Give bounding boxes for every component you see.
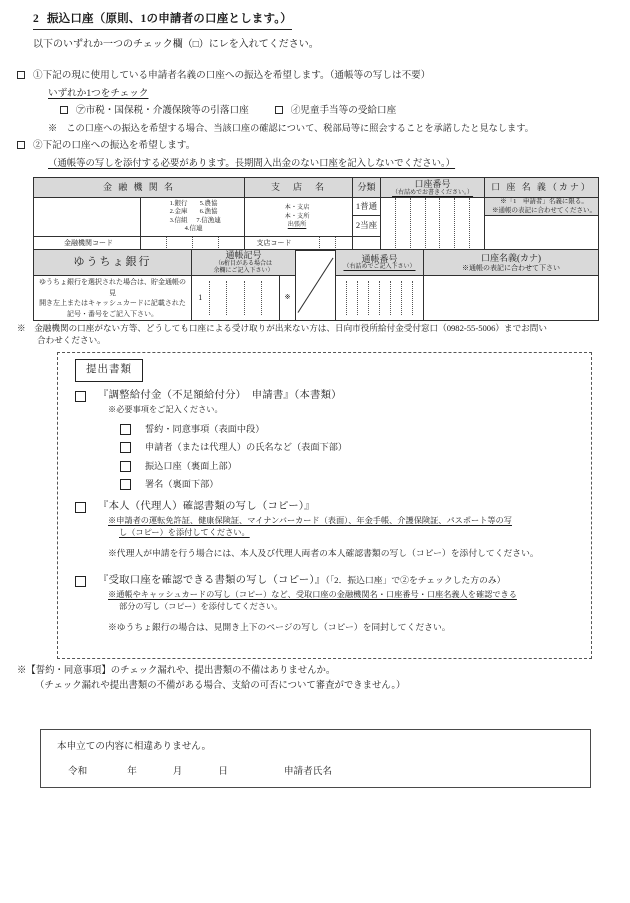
branch-kind-2: 本・支所	[284, 212, 310, 220]
declaration-date-row	[68, 766, 332, 779]
bank-account-name-input[interactable]	[485, 216, 599, 250]
bank-institution-name-input[interactable]	[34, 197, 141, 236]
document-3-sub-line-1-text: ※通帳やキャッシュカードの写し（コピー）など、受取口座の金融機関名・口座番号・口座名義人を確認できる	[108, 590, 517, 600]
section-intro: 以下のいずれか一つのチェック欄（□）にレを入れてください。	[33, 39, 319, 50]
yucho-passbook-symbol-header	[192, 250, 296, 276]
option2-row[interactable]	[17, 140, 195, 153]
document-1-title: 『調整給付金（不足額給付分） 申請書』（本書類）	[98, 390, 342, 401]
option1-row[interactable]	[17, 70, 430, 83]
document-1-subcheck-4-label: 署名（裏面下部）	[145, 479, 219, 490]
declaration-year-label[interactable]: 年	[127, 766, 137, 777]
bank-contact-note-line-2: 合わせください。	[37, 335, 106, 346]
passbook-symbol-text: 通帳記号	[225, 250, 262, 261]
option2-note: （通帳等の写しを添付する必要があります。長期間入出金のない口座を記入しないでください。）	[48, 159, 456, 169]
declaration-era: 令和	[68, 766, 88, 777]
passbook-symbol-note: （6桁目がある場合は 余欄にご記入下さい）	[213, 260, 274, 274]
bank-type-touza[interactable]: 2当座	[353, 216, 381, 236]
yucho-passbook-symbol-input[interactable]	[192, 276, 280, 321]
option1-choice-b-checkbox[interactable]	[275, 106, 283, 114]
bank-account-table	[33, 177, 599, 251]
section-number: 2	[33, 13, 39, 25]
declaration-statement: 本申立ての内容に相違ありません。	[57, 741, 212, 752]
bank-branch-cell[interactable]	[245, 197, 353, 236]
document-2-title: 『本人（代理人）確認書類の写し（コピー）』	[98, 501, 315, 512]
bank-account-name-notes	[485, 197, 599, 216]
yucho-instruction-line-2: 開き左上またはキャッシュカードに記載された	[39, 299, 186, 307]
bank-institution-code-label: 金融機関コード	[34, 236, 141, 250]
bank-type-futsuu[interactable]: 1普通	[353, 197, 381, 216]
bank-account-number-input[interactable]	[381, 197, 485, 250]
document-1-subcheck-row-1[interactable]	[120, 423, 347, 435]
document-1-subcheck-3-label: 振込口座（裏面上部）	[145, 460, 237, 471]
bottom-warning-line-2: （チェック漏れや提出書類の不備がある場合、支給の可否について審査ができません。）	[35, 680, 406, 691]
document-1-subcheck-2-label: 申請者（または代理人）の氏名など（表面下部）	[145, 442, 348, 453]
bottom-warning	[17, 664, 405, 693]
kind-1: 1.銀行	[169, 199, 188, 207]
bank-table-header-institution: 金 融 機 関 名	[34, 178, 245, 198]
passbook-number-text: 通帳番号	[361, 253, 398, 264]
option1-choices	[60, 105, 396, 118]
document-3-checkbox[interactable]	[75, 576, 86, 587]
document-1-checkbox[interactable]	[75, 391, 86, 402]
yucho-account-name-header	[424, 250, 599, 276]
option1-checkbox[interactable]	[17, 71, 25, 79]
kind-5: 5.農協	[199, 199, 218, 207]
document-3-title: 『受取口座を確認できる書類の写し（コピー）』	[98, 575, 326, 586]
yucho-symbol-prefilled-digit: 1	[192, 281, 210, 315]
yucho-bank-table	[33, 249, 599, 321]
yucho-bank-name: ゆうちょ銀行	[34, 250, 192, 276]
document-1-subcheck-list	[120, 423, 347, 497]
option1-choice-a-label: ㋐市税・国保税・介護保険等の引落口座	[76, 105, 249, 116]
option1-note: ※ この口座への振込を希望する場合、当該口座の確認について、税部局等に照会することを承諾したと見なします。	[48, 123, 534, 133]
passbook-symbol-note-1: 6桁目がある場合は	[221, 260, 273, 267]
kind-7: 7.信漁連	[196, 216, 221, 224]
account-number-text: 口座番号	[414, 179, 451, 189]
passbook-symbol-note-2: 余欄にご記入下さい	[213, 267, 268, 274]
document-1-subcheck-2-checkbox[interactable]	[120, 442, 131, 453]
yucho-instruction-line-3: 記号・番号をご記入下さい。	[67, 309, 158, 318]
declaration-name-label[interactable]: 申請者氏名	[283, 766, 332, 777]
document-1-subcheck-4-checkbox[interactable]	[120, 479, 131, 490]
kind-2: 2.金庫	[169, 208, 188, 216]
document-3-title-suffix: （「2．振込口座」で②をチェックした方のみ）	[325, 575, 506, 585]
option2-label: ②下記の口座への振込を希望します。	[33, 140, 196, 151]
yucho-instruction-line-1: ゆうちょ銀行を選択された場合は、貯金通帳の見	[39, 278, 186, 297]
document-2-sub-line-1: ※申請者の運転免許証、健康保険証、マイナンバーカード（表面）、年金手帳、介護保険証、パスポート等の写	[108, 516, 512, 526]
document-item-1[interactable]	[75, 389, 580, 416]
yucho-account-name-input[interactable]	[424, 276, 599, 321]
bank-contact-note-line-1: ※ 金融機関の口座がない方等、どうしても口座による受け取りが出来ない方は、日向市役所給付金受付窓口（0982-55-5006）までお問い	[17, 323, 547, 333]
bank-table-header-account-number	[381, 178, 485, 198]
yucho-slash-cell	[296, 250, 336, 321]
kind-6: 6.漁協	[199, 208, 218, 216]
option2-checkbox[interactable]	[17, 141, 25, 149]
document-3-sub-line-3: ※ゆうちょ銀行の場合は、見開き上下のページの写し（コピー）を同封してください。	[108, 621, 451, 632]
yucho-passbook-number-header	[336, 250, 424, 276]
document-item-3[interactable]	[75, 574, 585, 634]
option1-choice-a-checkbox[interactable]	[60, 106, 68, 114]
passbook-number-subnote: （右詰めでご記入下さい）	[343, 264, 416, 271]
document-1-subcheck-1-label: 誓約・同意事項（表面中段）	[145, 424, 265, 434]
document-1-sub: ※必要事項をご記入ください。	[108, 405, 223, 415]
section-title	[33, 12, 292, 30]
bank-table-header-type: 分類	[353, 178, 381, 198]
yucho-kome-cell: ※	[280, 276, 296, 321]
kind-4: 4.信連	[184, 225, 203, 233]
account-name-note-1: ※「1 申請者」名義に限る。	[500, 197, 588, 205]
document-1-subcheck-row-4[interactable]	[120, 478, 347, 490]
yucho-account-name-text: 口座名義(カナ)	[481, 252, 541, 263]
option1-subheading: いずれか1つをチェック	[48, 88, 149, 99]
document-2-checkbox[interactable]	[75, 502, 86, 513]
document-1-subcheck-1-checkbox[interactable]	[120, 424, 131, 435]
declaration-box	[40, 729, 591, 788]
section-title-text: 振込口座（原則、1の申請者の口座とします。）	[46, 13, 292, 25]
bank-institution-kinds	[141, 197, 245, 236]
bank-table-header-account-name: 口 座 名 義（カナ）	[485, 178, 599, 198]
account-number-subnote: （右詰めでお書きください。）	[392, 190, 474, 197]
document-1-subcheck-row-2[interactable]	[120, 441, 347, 453]
branch-kind-3: 出張所	[287, 220, 307, 228]
bottom-warning-line-1: ※【誓約・同意事項】のチェック漏れや、提出書類の不備はありませんか。	[17, 666, 336, 676]
yucho-instruction	[34, 276, 192, 321]
document-2-sub-line-2: し（コピー）を添付してください。	[119, 528, 250, 538]
branch-kind-1: 本・支店	[284, 204, 310, 212]
document-1-subcheck-row-3[interactable]	[120, 460, 347, 472]
document-1-subcheck-3-checkbox[interactable]	[120, 461, 131, 472]
yucho-account-name-note: ※通帳の表記に合わせて下さい	[462, 263, 560, 272]
bank-branch-code-label: 支店コード	[256, 238, 292, 247]
option1-choice-b-label: ㋑児童手当等の受給口座	[290, 105, 397, 116]
document-3-title-wrap	[98, 574, 505, 588]
yucho-passbook-number-input[interactable]	[336, 276, 424, 321]
document-3-sub-line-1	[108, 589, 585, 601]
bank-contact-note	[17, 322, 617, 347]
submission-documents-title: 提出書類	[75, 359, 143, 382]
declaration-month-label[interactable]: 月	[172, 766, 183, 777]
document-3-sub-line-2: 部分の写し（コピー）を添付してください。	[119, 602, 283, 612]
account-name-note-2: ※通帳の表記に合わせてください。	[492, 206, 597, 214]
kind-3: 3.信組	[169, 216, 188, 224]
declaration-day-label[interactable]: 日	[218, 766, 228, 777]
document-2-sub-line-3: ※代理人が申請を行う場合には、本人及び代理人両者の本人確認書類の写し（コピー）を添付してください。	[108, 547, 539, 558]
document-item-2[interactable]	[75, 500, 585, 560]
option1-label: ①下記の現に使用している申請者名義の口座への振込を希望します。（通帳等の写しは不要）	[33, 70, 431, 81]
bank-table-header-branch: 支 店 名	[245, 178, 353, 198]
